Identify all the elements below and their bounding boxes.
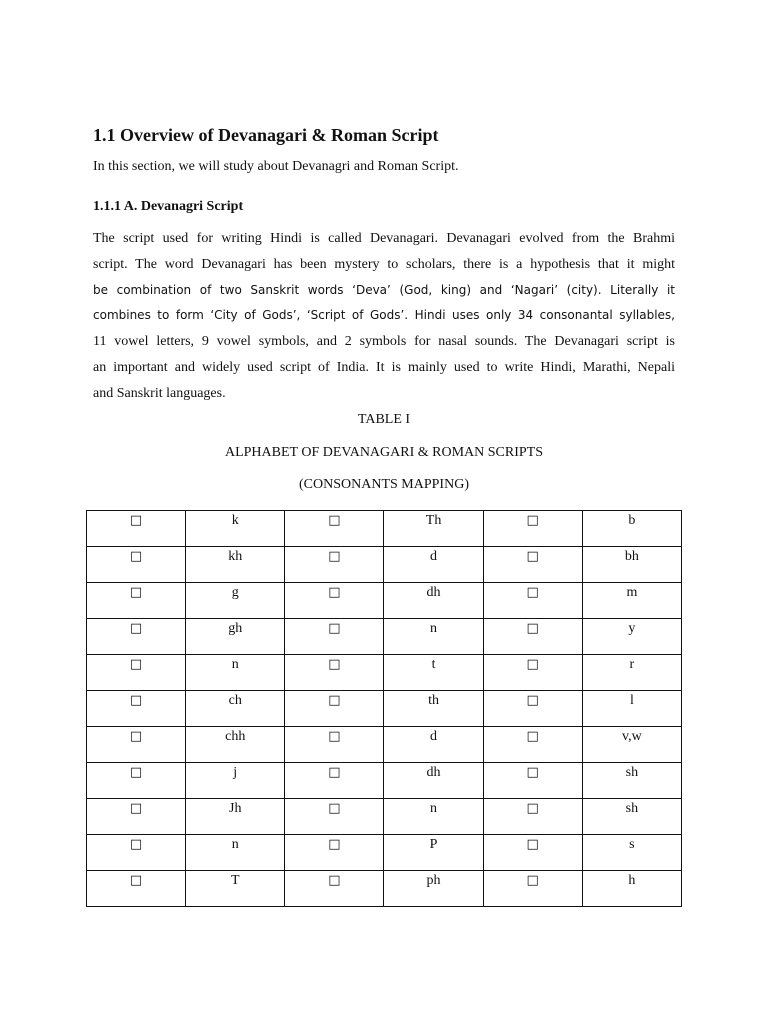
- roman-letter-cell: j: [186, 763, 285, 799]
- devanagari-glyph-cell: □: [285, 511, 384, 547]
- roman-letter-cell: dh: [384, 763, 483, 799]
- devanagari-glyph-cell: □: [87, 835, 186, 871]
- devanagari-glyph-cell: □: [285, 835, 384, 871]
- table-row: [87, 871, 682, 907]
- roman-letter-cell: v,w: [582, 727, 681, 763]
- roman-letter-cell: n: [384, 619, 483, 655]
- roman-letter-cell: r: [582, 655, 681, 691]
- devanagari-glyph-cell: □: [483, 511, 582, 547]
- roman-letter-cell: t: [384, 655, 483, 691]
- roman-letter-cell: l: [582, 691, 681, 727]
- table-body: [87, 511, 682, 907]
- devanagari-glyph-cell: □: [483, 835, 582, 871]
- roman-letter-cell: dh: [384, 583, 483, 619]
- roman-letter-cell: th: [384, 691, 483, 727]
- devanagari-glyph-cell: □: [87, 727, 186, 763]
- devanagari-glyph-cell: □: [483, 619, 582, 655]
- paragraph-line: an important and widely used script of India. It is mainly used to write Hindi, Marathi, Nepali: [93, 359, 675, 375]
- roman-letter-cell: P: [384, 835, 483, 871]
- devanagari-glyph-cell: □: [285, 655, 384, 691]
- devanagari-glyph-cell: □: [87, 871, 186, 907]
- devanagari-glyph-cell: □: [285, 871, 384, 907]
- paragraph-line: 11 vowel letters, 9 vowel symbols, and 2 symbols for nasal sounds. The Devanagari script is: [93, 334, 675, 350]
- subsection-heading: 1.1.1 A. Devanagri Script: [93, 199, 244, 214]
- roman-letter-cell: n: [186, 655, 285, 691]
- devanagari-glyph-cell: □: [285, 727, 384, 763]
- roman-letter-cell: Th: [384, 511, 483, 547]
- paragraph-line: be combination of two Sanskrit words ‘Deva’ (God, king) and ‘Nagari’ (city). Literally it: [93, 282, 675, 297]
- roman-letter-cell: n: [186, 835, 285, 871]
- devanagari-glyph-cell: □: [483, 655, 582, 691]
- devanagari-glyph-cell: □: [483, 799, 582, 835]
- devanagari-glyph-cell: □: [87, 583, 186, 619]
- devanagari-glyph-cell: □: [483, 547, 582, 583]
- table-row: [87, 655, 682, 691]
- devanagari-glyph-cell: □: [87, 619, 186, 655]
- paragraph-line: script. The word Devanagari has been mystery to scholars, there is a hypothesis that it might: [93, 256, 675, 272]
- roman-letter-cell: ch: [186, 691, 285, 727]
- body-paragraph: [93, 226, 675, 407]
- roman-letter-cell: b: [582, 511, 681, 547]
- roman-letter-cell: d: [384, 547, 483, 583]
- roman-letter-cell: gh: [186, 619, 285, 655]
- roman-letter-cell: sh: [582, 763, 681, 799]
- roman-letter-cell: y: [582, 619, 681, 655]
- table-row: [87, 511, 682, 547]
- roman-letter-cell: chh: [186, 727, 285, 763]
- roman-letter-cell: sh: [582, 799, 681, 835]
- devanagari-glyph-cell: □: [285, 691, 384, 727]
- table-title: ALPHABET OF DEVANAGARI & ROMAN SCRIPTS: [224, 445, 544, 460]
- paragraph-line: The script used for writing Hindi is called Devanagari. Devanagari evolved from the Brahmi: [93, 231, 675, 246]
- devanagari-glyph-cell: □: [87, 655, 186, 691]
- table-row: [87, 619, 682, 655]
- table-row: [87, 583, 682, 619]
- table-label: TABLE I: [357, 412, 411, 427]
- devanagari-glyph-cell: □: [285, 763, 384, 799]
- paragraph-line: combines to form ‘City of Gods’, ‘Script of Gods’. Hindi uses only 34 consonantal syllables,: [93, 308, 675, 323]
- roman-letter-cell: ph: [384, 871, 483, 907]
- roman-letter-cell: Jh: [186, 799, 285, 835]
- devanagari-glyph-cell: □: [483, 871, 582, 907]
- devanagari-glyph-cell: □: [285, 799, 384, 835]
- roman-letter-cell: s: [582, 835, 681, 871]
- roman-letter-cell: m: [582, 583, 681, 619]
- consonants-table: [86, 510, 682, 907]
- table-row: [87, 547, 682, 583]
- devanagari-glyph-cell: □: [87, 691, 186, 727]
- table-row: [87, 799, 682, 835]
- devanagari-glyph-cell: □: [483, 691, 582, 727]
- table-row: [87, 691, 682, 727]
- paragraph-line: and Sanskrit languages.: [93, 385, 226, 401]
- devanagari-glyph-cell: □: [87, 511, 186, 547]
- devanagari-glyph-cell: □: [87, 763, 186, 799]
- table-subtitle: (CONSONANTS MAPPING): [299, 477, 469, 492]
- devanagari-glyph-cell: □: [87, 799, 186, 835]
- devanagari-glyph-cell: □: [483, 583, 582, 619]
- roman-letter-cell: bh: [582, 547, 681, 583]
- devanagari-glyph-cell: □: [483, 727, 582, 763]
- roman-letter-cell: T: [186, 871, 285, 907]
- devanagari-glyph-cell: □: [483, 763, 582, 799]
- intro-text: In this section, we will study about Devanagri and Roman Script.: [93, 159, 459, 174]
- table-row: [87, 835, 682, 871]
- devanagari-glyph-cell: □: [285, 547, 384, 583]
- section-heading: 1.1 Overview of Devanagari & Roman Script: [93, 125, 439, 145]
- table-row: [87, 763, 682, 799]
- roman-letter-cell: k: [186, 511, 285, 547]
- roman-letter-cell: h: [582, 871, 681, 907]
- roman-letter-cell: kh: [186, 547, 285, 583]
- devanagari-glyph-cell: □: [87, 547, 186, 583]
- devanagari-glyph-cell: □: [285, 583, 384, 619]
- roman-letter-cell: g: [186, 583, 285, 619]
- table-row: [87, 727, 682, 763]
- roman-letter-cell: n: [384, 799, 483, 835]
- devanagari-glyph-cell: □: [285, 619, 384, 655]
- roman-letter-cell: d: [384, 727, 483, 763]
